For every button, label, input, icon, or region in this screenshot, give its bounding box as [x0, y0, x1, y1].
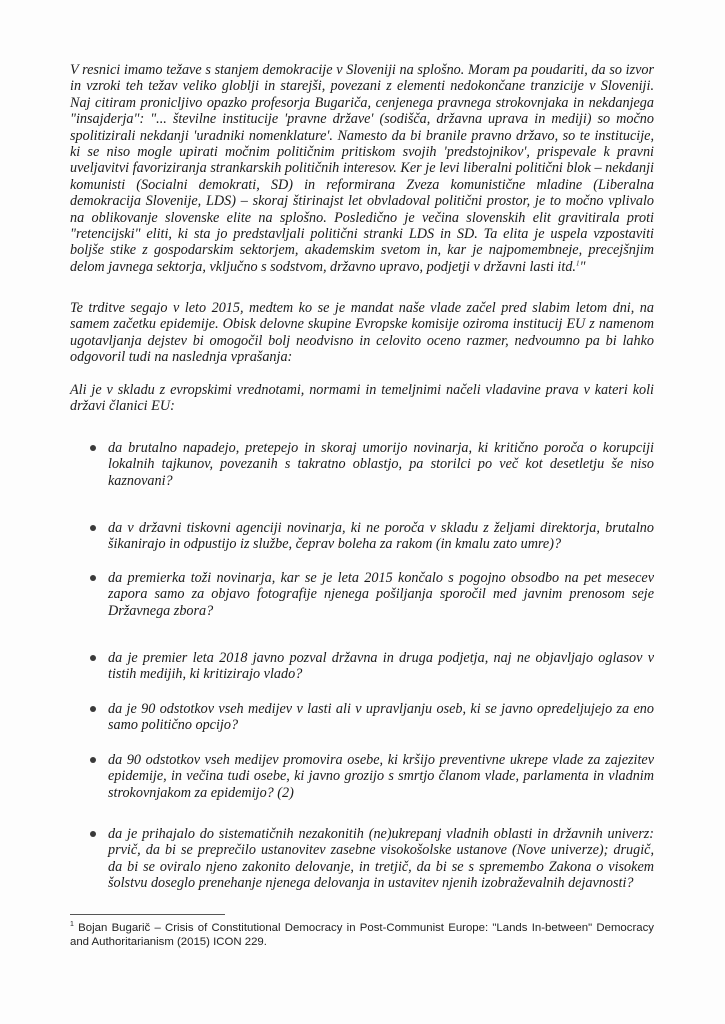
paragraph-question-text: Ali je v skladu z evropskimi vrednotami, normami in temeljnimi načeli vladavine prava v kateri koli državi članici EU:: [70, 382, 654, 415]
footnote-ref: 1: [575, 259, 580, 268]
list-item: [90, 650, 654, 683]
list-item-text: da je 90 odstotkov vseh medijev v lasti ali v upravljanju oseb, ki se javno opredeljujejo za eno samo politično opcijo?: [108, 701, 654, 734]
list-item-text: da premierka toži novinarja, kar se je leta 2015 končalo s pogojno obsodbo na pet mesecev zapora samo za objavo fotografije njenega pošiljanja sporočil med javnim prenosom seje Državnega zbora?: [108, 570, 654, 619]
bullet-icon: [90, 525, 96, 531]
list-item-text: da je premier leta 2018 javno pozval državna in druga podjetja, naj ne objavljajo oglasov v tistih medijih, ki kritizirajo vlado?: [108, 650, 654, 683]
list-item-text: da 90 odstotkov vseh medijev promovira osebe, ki kršijo preventivne ukrepe vlade za zajezitev epidemije, in večina tudi osebe, ki javno grozijo s smrtjo članom vlade, parlamenta in vladnim strokovnjakom za epidemijo? (2): [108, 752, 654, 801]
bullet-icon: [90, 575, 96, 581]
bullet-icon: [90, 706, 96, 712]
list-item: [90, 520, 654, 553]
list-item-text: da brutalno napadejo, pretepejo in skoraj umorijo novinarja, ki kritično poroča o korupciji lokalnih tajkunov, povezanih s takratno oblastjo, pa storilci po več kot desetletju še niso kaznovani?: [108, 440, 654, 489]
bullet-icon: [90, 655, 96, 661]
paragraph-2015-text: Te trditve segajo v leto 2015, medtem ko se je mandat naše vlade začel pred slabim letom dni, na samem začetku epidemije. Obisk delovne skupine Evropske komisije oziroma institucij EU z namenom ugotavljanja dejstev bi omogočil bolj neodvisno in celovito oceno razmer, nedvoumno pa bi lahko odgovoril tudi na naslednja vprašanja:: [70, 300, 654, 366]
list-item: [90, 752, 654, 801]
intro-text: V resnici imamo težave s stanjem demokracije v Sloveniji na splošno. Moram pa poudariti, da so izvor in vzroki teh težav veliko globlji in starejši, povezani z elementi nedokončane tranzicije v Sloveniji. Naj citiram pronicljivo opazko profesorja Bugariča, cenjenega pravnega strokovnjaka in nekdanjega "insajderja": "... številne institucije 'pravne države' (sodišča, državna uprava in mediji) so močno spolitizirali nekdanji 'uradniki nomenklature'. Namesto da bi branile pravno državo, so te institucije, ki se niso mogle upirati močnim političnim pritiskom svojih 'predstojnikov', prispevale k pravni uveljavitvi favoriziranja strankarskih političnih interesov. Ker je levi liberalni politični blok – nekdanji komunisti (Socialni demokrati, SD) in reformirana Zveza komunistične mladine (Liberalna demokracija Slovenije, LDS) – skoraj štirinajst let obvladoval politični prostor, je to močno vplivalo na oblikovanje slovenske elite na splošno. Posledično je večina slovenskih elit gravitirala proti "retencijski" eliti, ki sta jo predstavljali politični stranki LDS in SD. Ta elita je uspela vzpostaviti boljše stike z gospodarskim sektorjem, akademskim svetom in, kar je najpomembneje, precejšnjim delom javnega sektorja, vključno s sodstvom, državno upravo, podjetji v državni lasti itd.: [70, 62, 654, 275]
paragraph-intro: [70, 62, 654, 275]
list-item-text: da v državni tiskovni agenciji novinarja, ki ne poroča v skladu z željami direktorja, brutalno šikanirajo in odpustijo iz službe, čeprav boleha za rakom (in kmalu zato umre)?: [108, 520, 654, 553]
intro-close-quote: ": [579, 258, 586, 275]
list-item: [90, 701, 654, 734]
list-item: [90, 440, 654, 489]
bullet-icon: [90, 831, 96, 837]
footnote-text: Bojan Bugarič – Crisis of Constitutional Democracy in Post-Communist Europe: "Lands In-between" Democracy and Authoritarianism (2015) ICON 229.: [70, 922, 654, 948]
footnote: [70, 921, 654, 949]
footnote-divider: [70, 914, 225, 915]
paragraph-question: [70, 382, 654, 415]
list-item-text: da je prihajalo do sistematičnih nezakonitih (ne)ukrepanj vladnih oblasti in državnih univerz: prvič, da bi se preprečilo ustanovitev zasebne visokošolske ustanove (Nove univerze); drugič, da bi se oviralo njeno zakonito delovanje, in tretjič, da bi se s spremembo Zakona o visokem šolstvu doseglo prenehanje njenega delovanja in ustavitev njenih izobraževalnih dejavnosti?: [108, 826, 654, 892]
bullet-icon: [90, 757, 96, 763]
footnote-number: 1: [70, 921, 74, 929]
list-item: [90, 826, 654, 892]
bullet-icon: [90, 445, 96, 451]
paragraph-2015: [70, 300, 654, 366]
list-item: [90, 570, 654, 619]
